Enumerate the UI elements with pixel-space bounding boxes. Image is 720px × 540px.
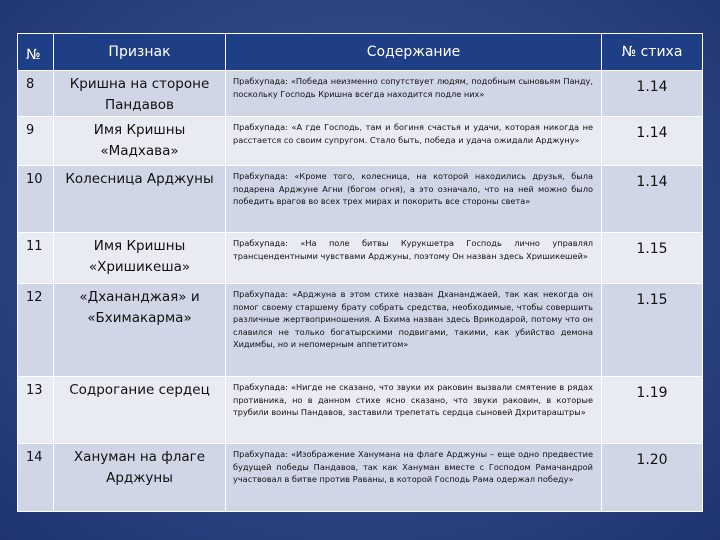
row-verse: 1.15 [602, 284, 703, 377]
row-number: 12 [18, 284, 54, 377]
header-content: Содержание [226, 34, 602, 71]
row-content: Прабхупада: «Изображение Ханумана на флаге Арджуны – еще одно предвестие будущей победы Пандавов, так как Хануман вместе с Господом Рамачандрой участвовал в битве против Раваны, в которой Господь Рама одержал победу» [226, 444, 602, 512]
row-number: 10 [18, 166, 54, 233]
attributes-table [17, 33, 703, 512]
table-row [18, 166, 703, 233]
table-row [18, 284, 703, 377]
row-verse: 1.14 [602, 117, 703, 166]
row-number: 13 [18, 377, 54, 444]
row-content: Прабхупада: «Нигде не сказано, что звуки их раковин вызвали смятение в рядах противника, но в данном стихе ясно сказано, что звуки раковин, в которые трубили воины Пандавов, заставили трепетать сердца сыновей Дхритараштры» [226, 377, 602, 444]
row-content: Прабхупада: «Арджуна в этом стихе назван Дхананджаей, так как некогда он помог своему старшему брату собрать средства, необходимые, чтобы совершить различные жертвоприношения. А Бхима назван здесь Врикодарой, потому что он славился не только богатырскими подвигами, такими, как убийство демона Хидимбы, но и непомерным аппетитом» [226, 284, 602, 377]
row-verse: 1.14 [602, 71, 703, 117]
row-number: 8 [18, 71, 54, 117]
row-number: 11 [18, 233, 54, 284]
row-content: Прабхупада: «Победа неизменно сопутствует людям, подобным сыновьям Панду, поскольку Господь Кришна всегда находится подле них» [226, 71, 602, 117]
row-attribute: «Дхананджая» и «Бхимакарма» [54, 284, 226, 377]
row-number: 14 [18, 444, 54, 512]
row-attribute: Содрогание сердец [54, 377, 226, 444]
row-attribute: Имя Кришны «Мадхава» [54, 117, 226, 166]
header-number: № [18, 34, 54, 71]
row-attribute: Хануман на флаге Арджуны [54, 444, 226, 512]
table-row [18, 444, 703, 512]
header-verse: № стиха [602, 34, 703, 71]
table-header-row [18, 34, 703, 71]
table-row [18, 233, 703, 284]
row-number: 9 [18, 117, 54, 166]
row-verse: 1.19 [602, 377, 703, 444]
row-content: Прабхупада: «На поле битвы Курукшетра Господь лично управлял трансцендентными чувствами Арджуны, поэтому Он назван здесь Хришикешей» [226, 233, 602, 284]
row-content: Прабхупада: «А где Господь, там и богиня счастья и удачи, которая никогда не расстается со своим супругом. Стало быть, победа и удача ожидали Арджуну» [226, 117, 602, 166]
row-attribute: Кришна на стороне Пандавов [54, 71, 226, 117]
header-attribute: Признак [54, 34, 226, 71]
row-content: Прабхупада: «Кроме того, колесница, на которой находились друзья, была подарена Арджуне Агни (богом огня), а это означало, что на ней можно было победить врагов во всех трех мирах и покорить все стороны света» [226, 166, 602, 233]
row-verse: 1.14 [602, 166, 703, 233]
row-verse: 1.20 [602, 444, 703, 512]
row-attribute: Имя Кришны «Хришикеша» [54, 233, 226, 284]
table-row [18, 117, 703, 166]
row-verse: 1.15 [602, 233, 703, 284]
row-attribute: Колесница Арджуны [54, 166, 226, 233]
table-row [18, 377, 703, 444]
table-row [18, 71, 703, 117]
